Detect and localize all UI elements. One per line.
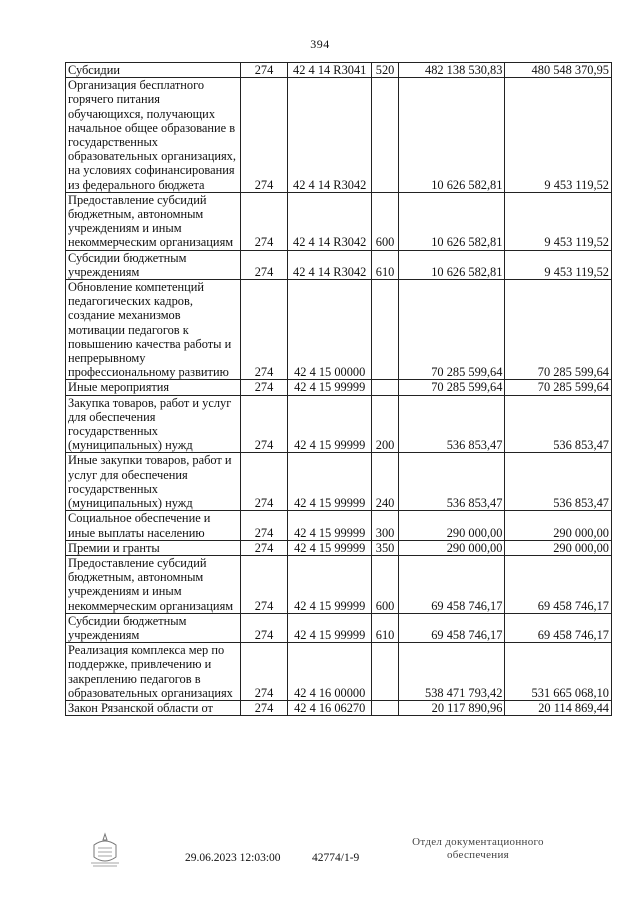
- row-csr-cell: 42 4 15 99999: [288, 555, 372, 613]
- row-csr-cell: 42 4 14 R3042: [288, 78, 372, 193]
- row-ved-cell: 274: [240, 380, 287, 395]
- table-row: [66, 453, 612, 511]
- row-vr-cell: 240: [372, 453, 399, 511]
- row-sum-2023-cell: 10 626 582,81: [398, 250, 505, 279]
- row-sum-2024-cell: 69 458 746,17: [505, 555, 612, 613]
- row-ved-cell: 274: [240, 555, 287, 613]
- row-name-cell: Социальное обеспечение и иные выплаты населению: [66, 511, 241, 540]
- department-stamp: [378, 836, 578, 862]
- row-ved-cell: 274: [240, 700, 287, 715]
- row-csr-cell: 42 4 15 99999: [288, 380, 372, 395]
- row-name-cell: Организация бесплатного горячего питания обучающихся, получающих начальное общее образование в государственных образовательных организациях, на условиях софинансирования из федерального бюджета: [66, 78, 241, 193]
- table-row: [66, 78, 612, 193]
- row-ved-cell: 274: [240, 192, 287, 250]
- row-name-cell: Премии и гранты: [66, 540, 241, 555]
- row-sum-2023-cell: 70 285 599,64: [398, 280, 505, 380]
- table-row: [66, 63, 612, 78]
- row-sum-2023-cell: 536 853,47: [398, 453, 505, 511]
- row-sum-2023-cell: 20 117 890,96: [398, 700, 505, 715]
- row-sum-2023-cell: 536 853,47: [398, 395, 505, 453]
- footer-reg-number: 42774/1-9: [312, 852, 360, 864]
- row-sum-2023-cell: 69 458 746,17: [398, 555, 505, 613]
- row-name-cell: Предоставление субсидий бюджетным, автономным учреждениям и иным некоммерческим организациям: [66, 555, 241, 613]
- row-sum-2024-cell: 9 453 119,52: [505, 192, 612, 250]
- row-csr-cell: 42 4 15 99999: [288, 540, 372, 555]
- table-row: [66, 540, 612, 555]
- row-name-cell: Иные закупки товаров, работ и услуг для обеспечения государственных (муниципальных) нужд: [66, 453, 241, 511]
- row-ved-cell: 274: [240, 453, 287, 511]
- row-ved-cell: 274: [240, 63, 287, 78]
- row-vr-cell: 610: [372, 613, 399, 642]
- budget-table: [65, 62, 612, 716]
- row-name-cell: Обновление компетенций педагогических кадров, создание механизмов мотивации педагогов к повышению качества работы и непрерывному профессиональному развитию: [66, 280, 241, 380]
- row-vr-cell: 300: [372, 511, 399, 540]
- row-vr-cell: 610: [372, 250, 399, 279]
- row-csr-cell: 42 4 16 00000: [288, 643, 372, 701]
- row-sum-2024-cell: 9 453 119,52: [505, 78, 612, 193]
- row-ved-cell: 274: [240, 78, 287, 193]
- row-csr-cell: 42 4 14 R3042: [288, 192, 372, 250]
- row-sum-2024-cell: 536 853,47: [505, 395, 612, 453]
- row-sum-2024-cell: 290 000,00: [505, 511, 612, 540]
- row-name-cell: Закупка товаров, работ и услуг для обеспечения государственных (муниципальных) нужд: [66, 395, 241, 453]
- row-csr-cell: 42 4 15 99999: [288, 395, 372, 453]
- footer-datetime: 29.06.2023 12:03:00: [185, 852, 281, 864]
- emblem-logo: [88, 831, 122, 869]
- table-row: [66, 280, 612, 380]
- row-csr-cell: 42 4 14 R3041: [288, 63, 372, 78]
- row-vr-cell: 200: [372, 395, 399, 453]
- row-vr-cell: [372, 280, 399, 380]
- row-sum-2024-cell: 20 114 869,44: [505, 700, 612, 715]
- row-sum-2023-cell: 70 285 599,64: [398, 380, 505, 395]
- row-csr-cell: 42 4 16 06270: [288, 700, 372, 715]
- row-vr-cell: 600: [372, 192, 399, 250]
- row-name-cell: Реализация комплекса мер по поддержке, привлечению и закреплению педагогов в образовательных организациях: [66, 643, 241, 701]
- row-name-cell: Субсидии: [66, 63, 241, 78]
- row-ved-cell: 274: [240, 395, 287, 453]
- row-vr-cell: 600: [372, 555, 399, 613]
- row-vr-cell: [372, 700, 399, 715]
- row-sum-2024-cell: 70 285 599,64: [505, 380, 612, 395]
- stamp-line-1: Отдел документационного: [412, 836, 544, 848]
- row-sum-2023-cell: 290 000,00: [398, 540, 505, 555]
- row-sum-2024-cell: 531 665 068,10: [505, 643, 612, 701]
- row-name-cell: Субсидии бюджетным учреждениям: [66, 250, 241, 279]
- row-ved-cell: 274: [240, 250, 287, 279]
- row-sum-2023-cell: 10 626 582,81: [398, 192, 505, 250]
- stamp-line-2: обеспечения: [446, 849, 510, 861]
- table-row: [66, 380, 612, 395]
- table-row: [66, 613, 612, 642]
- row-ved-cell: 274: [240, 511, 287, 540]
- table-row: [66, 395, 612, 453]
- table-row: [66, 511, 612, 540]
- table-row: [66, 192, 612, 250]
- row-name-cell: Предоставление субсидий бюджетным, автономным учреждениям и иным некоммерческим организациям: [66, 192, 241, 250]
- row-sum-2024-cell: 9 453 119,52: [505, 250, 612, 279]
- row-csr-cell: 42 4 15 00000: [288, 280, 372, 380]
- row-name-cell: Субсидии бюджетным учреждениям: [66, 613, 241, 642]
- table-row: [66, 250, 612, 279]
- row-sum-2024-cell: 290 000,00: [505, 540, 612, 555]
- page-number: 394: [310, 37, 330, 51]
- row-vr-cell: [372, 643, 399, 701]
- row-ved-cell: 274: [240, 280, 287, 380]
- row-vr-cell: 520: [372, 63, 399, 78]
- row-ved-cell: 274: [240, 540, 287, 555]
- row-csr-cell: 42 4 15 99999: [288, 453, 372, 511]
- table-row: [66, 555, 612, 613]
- row-ved-cell: 274: [240, 613, 287, 642]
- row-vr-cell: [372, 78, 399, 193]
- table-row: [66, 700, 612, 715]
- row-sum-2024-cell: 480 548 370,95: [505, 63, 612, 78]
- row-sum-2023-cell: 69 458 746,17: [398, 613, 505, 642]
- row-ved-cell: 274: [240, 643, 287, 701]
- row-csr-cell: 42 4 14 R3042: [288, 250, 372, 279]
- table-row: [66, 643, 612, 701]
- row-csr-cell: 42 4 15 99999: [288, 511, 372, 540]
- row-sum-2023-cell: 290 000,00: [398, 511, 505, 540]
- row-vr-cell: [372, 380, 399, 395]
- row-vr-cell: 350: [372, 540, 399, 555]
- row-sum-2023-cell: 10 626 582,81: [398, 78, 505, 193]
- row-sum-2023-cell: 482 138 530,83: [398, 63, 505, 78]
- row-name-cell: Закон Рязанской области от: [66, 700, 241, 715]
- row-sum-2024-cell: 69 458 746,17: [505, 613, 612, 642]
- row-sum-2023-cell: 538 471 793,42: [398, 643, 505, 701]
- row-sum-2024-cell: 70 285 599,64: [505, 280, 612, 380]
- row-name-cell: Иные мероприятия: [66, 380, 241, 395]
- row-sum-2024-cell: 536 853,47: [505, 453, 612, 511]
- budget-table-body: [66, 63, 612, 716]
- row-csr-cell: 42 4 15 99999: [288, 613, 372, 642]
